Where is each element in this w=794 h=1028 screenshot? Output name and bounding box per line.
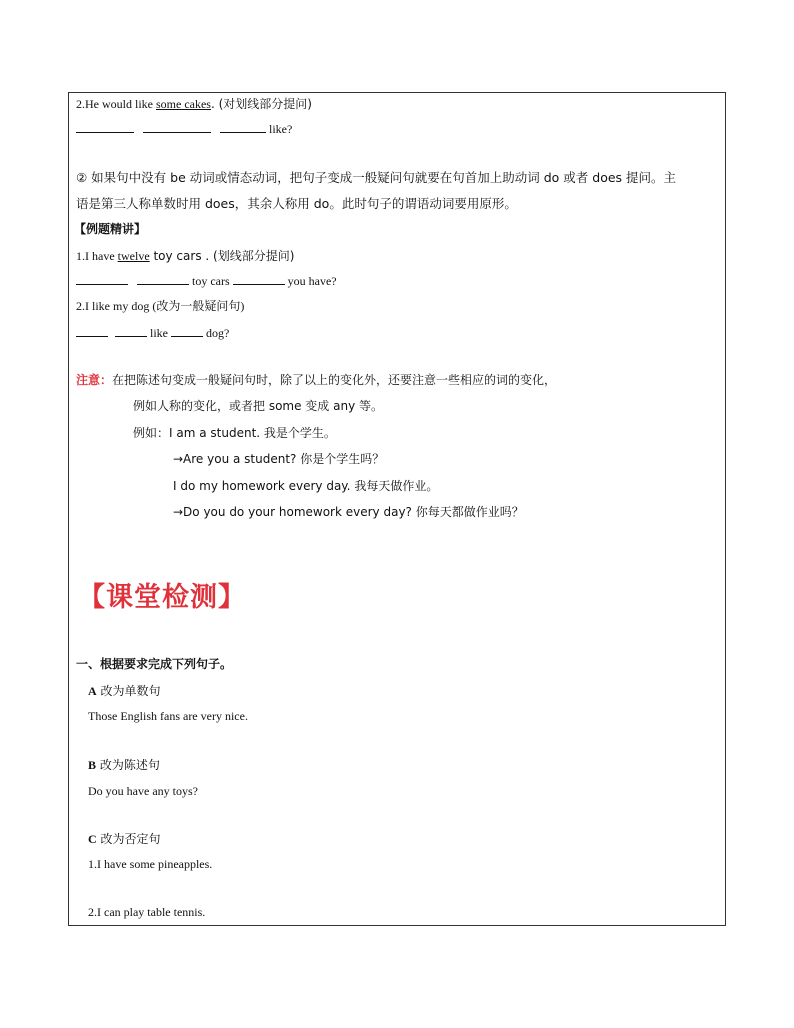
part-a-sentence: Those English fans are very nice. xyxy=(88,709,248,723)
rule-line-2: 语是第三人称单数时用 does，其余人称用 do。此时句子的谓语动词要用原形。 xyxy=(76,196,517,211)
example-heading: 【例题精讲】 xyxy=(74,222,147,236)
q2-prefix: 2.He would like xyxy=(76,97,156,111)
part-b-label: B xyxy=(88,758,97,772)
part-c-item-1: 1.I have some pineapples. xyxy=(88,857,213,871)
ex1-suffix: toy cars . (划线部分提问) xyxy=(149,249,295,263)
blank[interactable] xyxy=(220,121,266,133)
ex2-answer-a: like xyxy=(147,326,171,340)
exercise-heading: 一、根据要求完成下列句子。 xyxy=(76,657,233,671)
q2-answer-end: like? xyxy=(266,122,293,136)
ex2-answer-b: dog? xyxy=(203,326,230,340)
part-b-sentence: Do you have any toys? xyxy=(88,784,198,798)
ex1-underlined: twelve xyxy=(117,249,150,263)
example-2-answer-line xyxy=(76,325,229,341)
blank[interactable] xyxy=(115,325,147,337)
blank[interactable] xyxy=(171,325,203,337)
blank[interactable] xyxy=(76,325,108,337)
example-1 xyxy=(76,248,294,264)
part-b-heading xyxy=(88,757,160,773)
note-line-2: 例如人称的变化，或者把 some 变成 any 等。 xyxy=(133,399,383,413)
part-a-heading xyxy=(88,683,161,699)
example-1-answer-line xyxy=(76,273,337,289)
part-c-item-2: 2.I can play table tennis. xyxy=(88,905,206,919)
note-example-label: 例如： xyxy=(133,426,170,440)
note-example-2: →Are you a student? 你是个学生吗？ xyxy=(173,452,385,466)
note-text-1: 在把陈述句变成一般疑问句时，除了以上的变化外，还要注意一些相应的词的变化， xyxy=(112,373,557,387)
part-c-label: C xyxy=(88,832,97,846)
note-label: 注意： xyxy=(76,373,113,387)
note-line-1 xyxy=(76,372,556,388)
q2-suffix: . (对划线部分提问) xyxy=(210,97,312,111)
section-title: 【课堂检测】 xyxy=(78,582,246,613)
part-b-title: 改为陈述句 xyxy=(96,758,160,772)
note-example-text: I am a student. 我是个学生。 xyxy=(169,426,336,440)
part-c-title: 改为否定句 xyxy=(96,832,161,846)
blank[interactable] xyxy=(143,121,211,133)
blank[interactable] xyxy=(76,121,134,133)
question-2 xyxy=(76,96,312,112)
ex1-answer-mid: toy cars xyxy=(189,274,233,288)
rule-line-1: ② 如果句中没有 be 动词或情态动词，把句子变成一般疑问句就要在句首加上助动词 do 或者 does 提问。主 xyxy=(76,170,677,185)
ex1-answer-end: you have? xyxy=(284,274,337,288)
blank[interactable] xyxy=(233,273,285,285)
example-2: 2.I like my dog (改为一般疑问句) xyxy=(76,299,245,313)
note-example-4: →Do you do your homework every day? 你每天都做作业吗？ xyxy=(173,505,524,519)
blank[interactable] xyxy=(137,273,189,285)
part-a-title: 改为单数句 xyxy=(96,684,161,698)
part-c-heading xyxy=(88,831,161,847)
q2-underlined: some cakes xyxy=(156,97,211,111)
part-a-label: A xyxy=(88,684,97,698)
blank[interactable] xyxy=(76,273,128,285)
note-example-3: I do my homework every day. 我每天做作业。 xyxy=(173,479,439,493)
ex1-prefix: 1.I have xyxy=(76,249,118,263)
question-2-answer-line xyxy=(76,121,292,137)
note-example-1 xyxy=(133,425,336,441)
